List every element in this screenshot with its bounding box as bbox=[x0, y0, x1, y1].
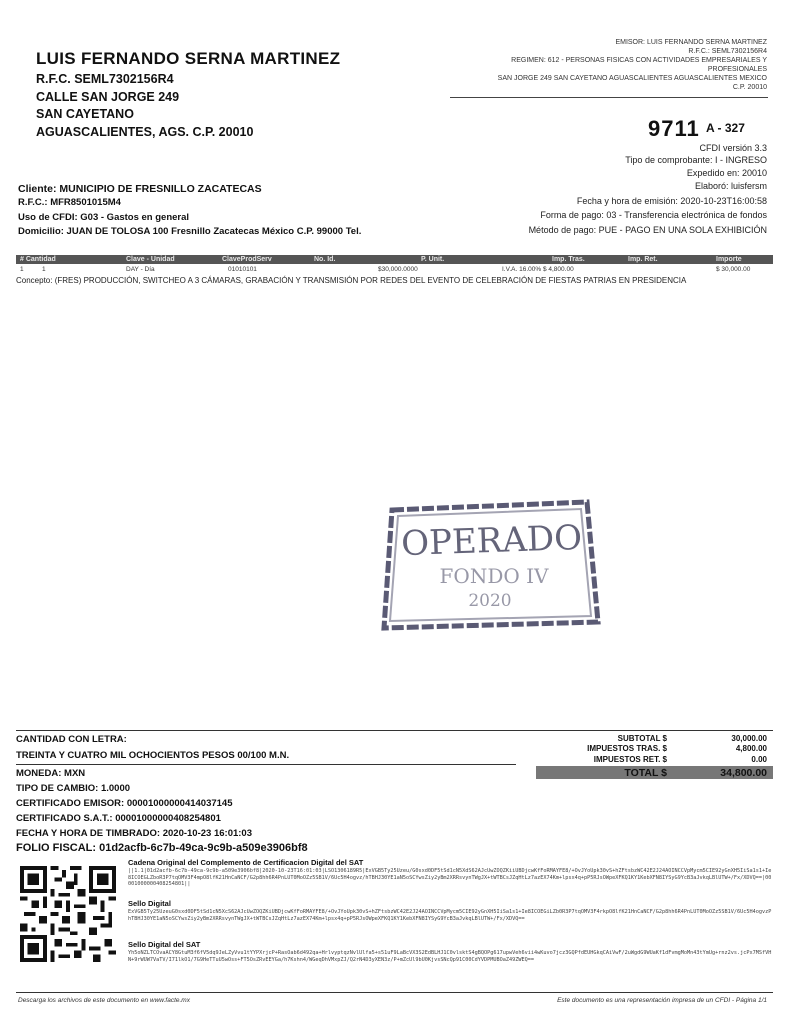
cadena-title: Cadena Original del Complemento de Certificacion Digital del SAT bbox=[128, 858, 364, 867]
folio-fiscal: FOLIO FISCAL: 01d2acfb-6c7b-49ca-9c9b-a509e3906bf8 bbox=[16, 842, 308, 854]
folio-serie: A - 327 bbox=[706, 121, 745, 135]
col-header-punit: P. Unit. bbox=[421, 256, 445, 263]
sello-sat: Yh5oNZLTCOvaACY8GtuM3f6fV5dq9JeLZyVvu1tYYPXrjcP+RasOab6d492qa+HrlvyptqzNvlUlfa5+s51uF9LaBcVX3S2EdBLHJ1C0vlsktS4gBQOPg617upwVeh6vii4wKuvo7jcz3GQPfdEUHGkqCAiVwF/2uWgdG9WUaKf1dFvmgMoMn43tYmUg+rnz2vs.jcPx7MSfVHN+9rWUW7VaTV/I71lkO1/7G9HeTTuU5wOss+FT5OsZRvEEYGa/h7Kshn4/WGeqDhVMxpZJ/Q2rN4D3yXEN3z/P+mZcUl9bU0KjvsSNcQp91C00CdYVDPMUBOaZ49ZWEQ== bbox=[128, 950, 772, 963]
qr-code bbox=[20, 864, 116, 964]
folio-number: 9711 bbox=[648, 116, 700, 141]
footer-page-note: Este documento es una representación impresa de un CFDI - Página 1/1 bbox=[557, 997, 767, 1004]
impuestos-tras-value: 4,800.00 bbox=[735, 744, 767, 753]
total-label: TOTAL $ bbox=[624, 767, 667, 779]
table-row bbox=[16, 265, 773, 274]
row-cantidad: 1 bbox=[42, 266, 46, 273]
row-imptras: I.V.A. 16.00% $ 4,800.00 bbox=[502, 266, 574, 273]
subtotal-value: 30,000.00 bbox=[731, 734, 767, 743]
cadena-original: ||1.1|01d2acfb-6c7b-49ca-9c9b-a509e3906bf8|2020-10-23T16:01:03|LSO1306189R5|ExVGB5Ty25Uzeu/G0sxd0DF5tSd1cN5XdS62AJcUwZOQZKiiUBDjcwKfFoRMAYFE8/+OvJYoUpk30vS+hZFtsbzWC42E2J24AOINCCVpMycm5CIE92yGnXH5IiSa1s1+Ie8ICOEGLZboR3P7tqOMV3F4mpO8lfK21HnCaNCF/G2p8hh6R4PnLUT0MoOZz5SB1V/6Uc5H4ogvz/hTBHJ30YE1aN5oSCYwsZiy2yBm2XRRsvynTWgJX+tWTBCsJZqHtLz7azEX74Km+lpsx4q+pP5RJsOWpeXFKQ1KY1KebXFN8IYSyG9YcB3aJvkqLBlUTW+/Fx/XDVQ==|00001000000408254801|| bbox=[128, 868, 772, 887]
subtotal-label: SUBTOTAL $ bbox=[617, 734, 667, 743]
col-header-impret: Imp. Ret. bbox=[628, 256, 658, 263]
row-punit: $30,000.0000 bbox=[378, 266, 418, 273]
stamp-line3: 2020 bbox=[468, 591, 512, 611]
metodo-pago: Método de pago: PUE - PAGO EN UNA SOLA EXHIBICIÓN bbox=[528, 225, 767, 235]
col-header-noid: No. Id. bbox=[314, 256, 336, 263]
impuestos-ret-label: IMPUESTOS RET. $ bbox=[593, 755, 667, 764]
emisor-line: EMISOR: LUIS FERNANDO SERNA MARTINEZ bbox=[615, 39, 767, 46]
row-claveprodserv: 01010101 bbox=[228, 266, 257, 273]
tipo-cambio: TIPO DE CAMBIO: 1.0000 bbox=[16, 783, 131, 794]
impuestos-ret-value: 0.00 bbox=[751, 755, 767, 764]
stamp-line1: OPERADO bbox=[400, 517, 583, 565]
cantidad-letra: TREINTA Y CUATRO MIL OCHOCIENTOS PESOS 00/100 M.N. bbox=[16, 750, 290, 761]
footer-divider bbox=[16, 992, 773, 993]
cantidad-letra-label: CANTIDAD CON LETRA: bbox=[16, 734, 127, 745]
expedido-en: Expedido en: 20010 bbox=[686, 168, 767, 178]
elaboro: Elaboró: luisfersm bbox=[694, 181, 767, 191]
total-value: 34,800.00 bbox=[720, 767, 767, 779]
emisor-line: SAN JORGE 249 SAN CAYETANO AGUASCALIENTES AGUASCALIENTES MEXICO bbox=[497, 75, 767, 82]
client-rfc: R.F.C.: MFR8501015M4 bbox=[18, 197, 121, 208]
emisor-divider bbox=[450, 97, 768, 98]
issuer-street: CALLE SAN JORGE 249 bbox=[36, 90, 180, 104]
row-importe: $ 30,000.00 bbox=[716, 266, 751, 273]
emisor-block bbox=[447, 38, 767, 92]
emisor-line: PROFESIONALES bbox=[707, 66, 767, 73]
sello-sat-title: Sello Digital del SAT bbox=[128, 940, 201, 949]
cfdi-version: CFDI versión 3.3 bbox=[699, 143, 767, 153]
impuestos-tras-label: IMPUESTOS TRAS. $ bbox=[587, 744, 667, 753]
sello-digital: ExVGB5Ty25UzeuG0sxd0DF5tSd1cN5XcS62AJcUwZOQZKiUBDjcwKfFoRMAYFE8/+OvJYoUpk30vS+hZFtsbzWC42E2J24AOINCCVpMycm5CIE92yGnXH5IiSa1s1+Ie8ICOEGiLZb0R3P7tqOMV3F4rkpO8lfK21HnCaNCF/G2p8hh6R4PnLUT0MoOZz5SB1V/6Uc5H4ogvzPhTBHJ30YE1aN5oSCYwsZiy2yBm2XRRsvynTWgJX+tWTBCsJZqHtLz7azEX74Km+lpsx4q+pP5RJsOWpeXFKQ1KY1KebXFN8IYSyG9YcB3aJvkqLBlUTW+/Fx/XDVQ== bbox=[128, 909, 772, 922]
client-domicilio: Domicilio: JUAN DE TOLOSA 100 Fresnillo Zacatecas México C.P. 99000 Tel. bbox=[18, 226, 362, 237]
fecha-emision: Fecha y hora de emisión: 2020-10-23T16:00:58 bbox=[576, 196, 767, 206]
col-header-importe: Importe bbox=[716, 256, 742, 263]
stamp-line2: FONDO IV bbox=[439, 564, 549, 588]
certificado-sat: CERTIFICADO S.A.T.: 00001000000408254801 bbox=[16, 813, 221, 824]
emisor-line: REGIMEN: 612 - PERSONAS FISICAS CON ACTIVIDADES EMPRESARIALES Y bbox=[511, 57, 767, 64]
issuer-city: AGUASCALIENTES, AGS. C.P. 20010 bbox=[36, 125, 254, 139]
emisor-line: R.F.C.: SEML7302156R4 bbox=[688, 48, 767, 55]
fecha-timbrado: FECHA Y HORA DE TIMBRADO: 2020-10-23 16:01:03 bbox=[16, 828, 252, 839]
issuer-colony: SAN CAYETANO bbox=[36, 107, 134, 121]
issuer-name: LUIS FERNANDO SERNA MARTINEZ bbox=[36, 49, 341, 68]
row-unidad: DAY - Día bbox=[126, 266, 155, 273]
row-num: 1 bbox=[20, 266, 24, 273]
operado-stamp bbox=[372, 488, 607, 638]
col-header-unidad: Clave - Unidad bbox=[126, 256, 175, 263]
forma-pago: Forma de pago: 03 - Transferencia electrónica de fondos bbox=[540, 210, 767, 220]
client-uso-cfdi: Uso de CFDI: G03 - Gastos en general bbox=[18, 212, 190, 223]
certificado-emisor: CERTIFICADO EMISOR: 00001000000414037145 bbox=[16, 798, 233, 809]
col-header-cantidad: # Cantidad bbox=[20, 256, 56, 263]
footer-download: Descarga los archivos de este documento en www.facte.mx bbox=[18, 997, 190, 1004]
sello-digital-title: Sello Digital bbox=[128, 899, 171, 908]
emisor-line: C.P. 20010 bbox=[732, 84, 767, 91]
cantidad-divider bbox=[16, 764, 516, 765]
row-concepto: Concepto: (FRES) PRODUCCIÓN, SWITCHEO A 3 CÁMARAS, GRABACIÓN Y TRANSMISIÓN POR REDES DEL EVENTO DE CELEBRACIÓN DE FIESTAS PATRIAS EN PRESIDENCIA bbox=[16, 276, 687, 285]
issuer-rfc: R.F.C. SEML7302156R4 bbox=[36, 72, 174, 86]
client-name: Cliente: MUNICIPIO DE FRESNILLO ZACATECAS bbox=[18, 183, 262, 195]
items-table-header bbox=[16, 255, 773, 264]
bottom-divider bbox=[16, 730, 773, 731]
tipo-comprobante: Tipo de comprobante: I - INGRESO bbox=[625, 155, 767, 165]
col-header-imptras: Imp. Tras. bbox=[552, 256, 585, 263]
moneda: MONEDA: MXN bbox=[16, 768, 86, 779]
col-header-claveprodserv: ClaveProdServ bbox=[222, 256, 272, 263]
